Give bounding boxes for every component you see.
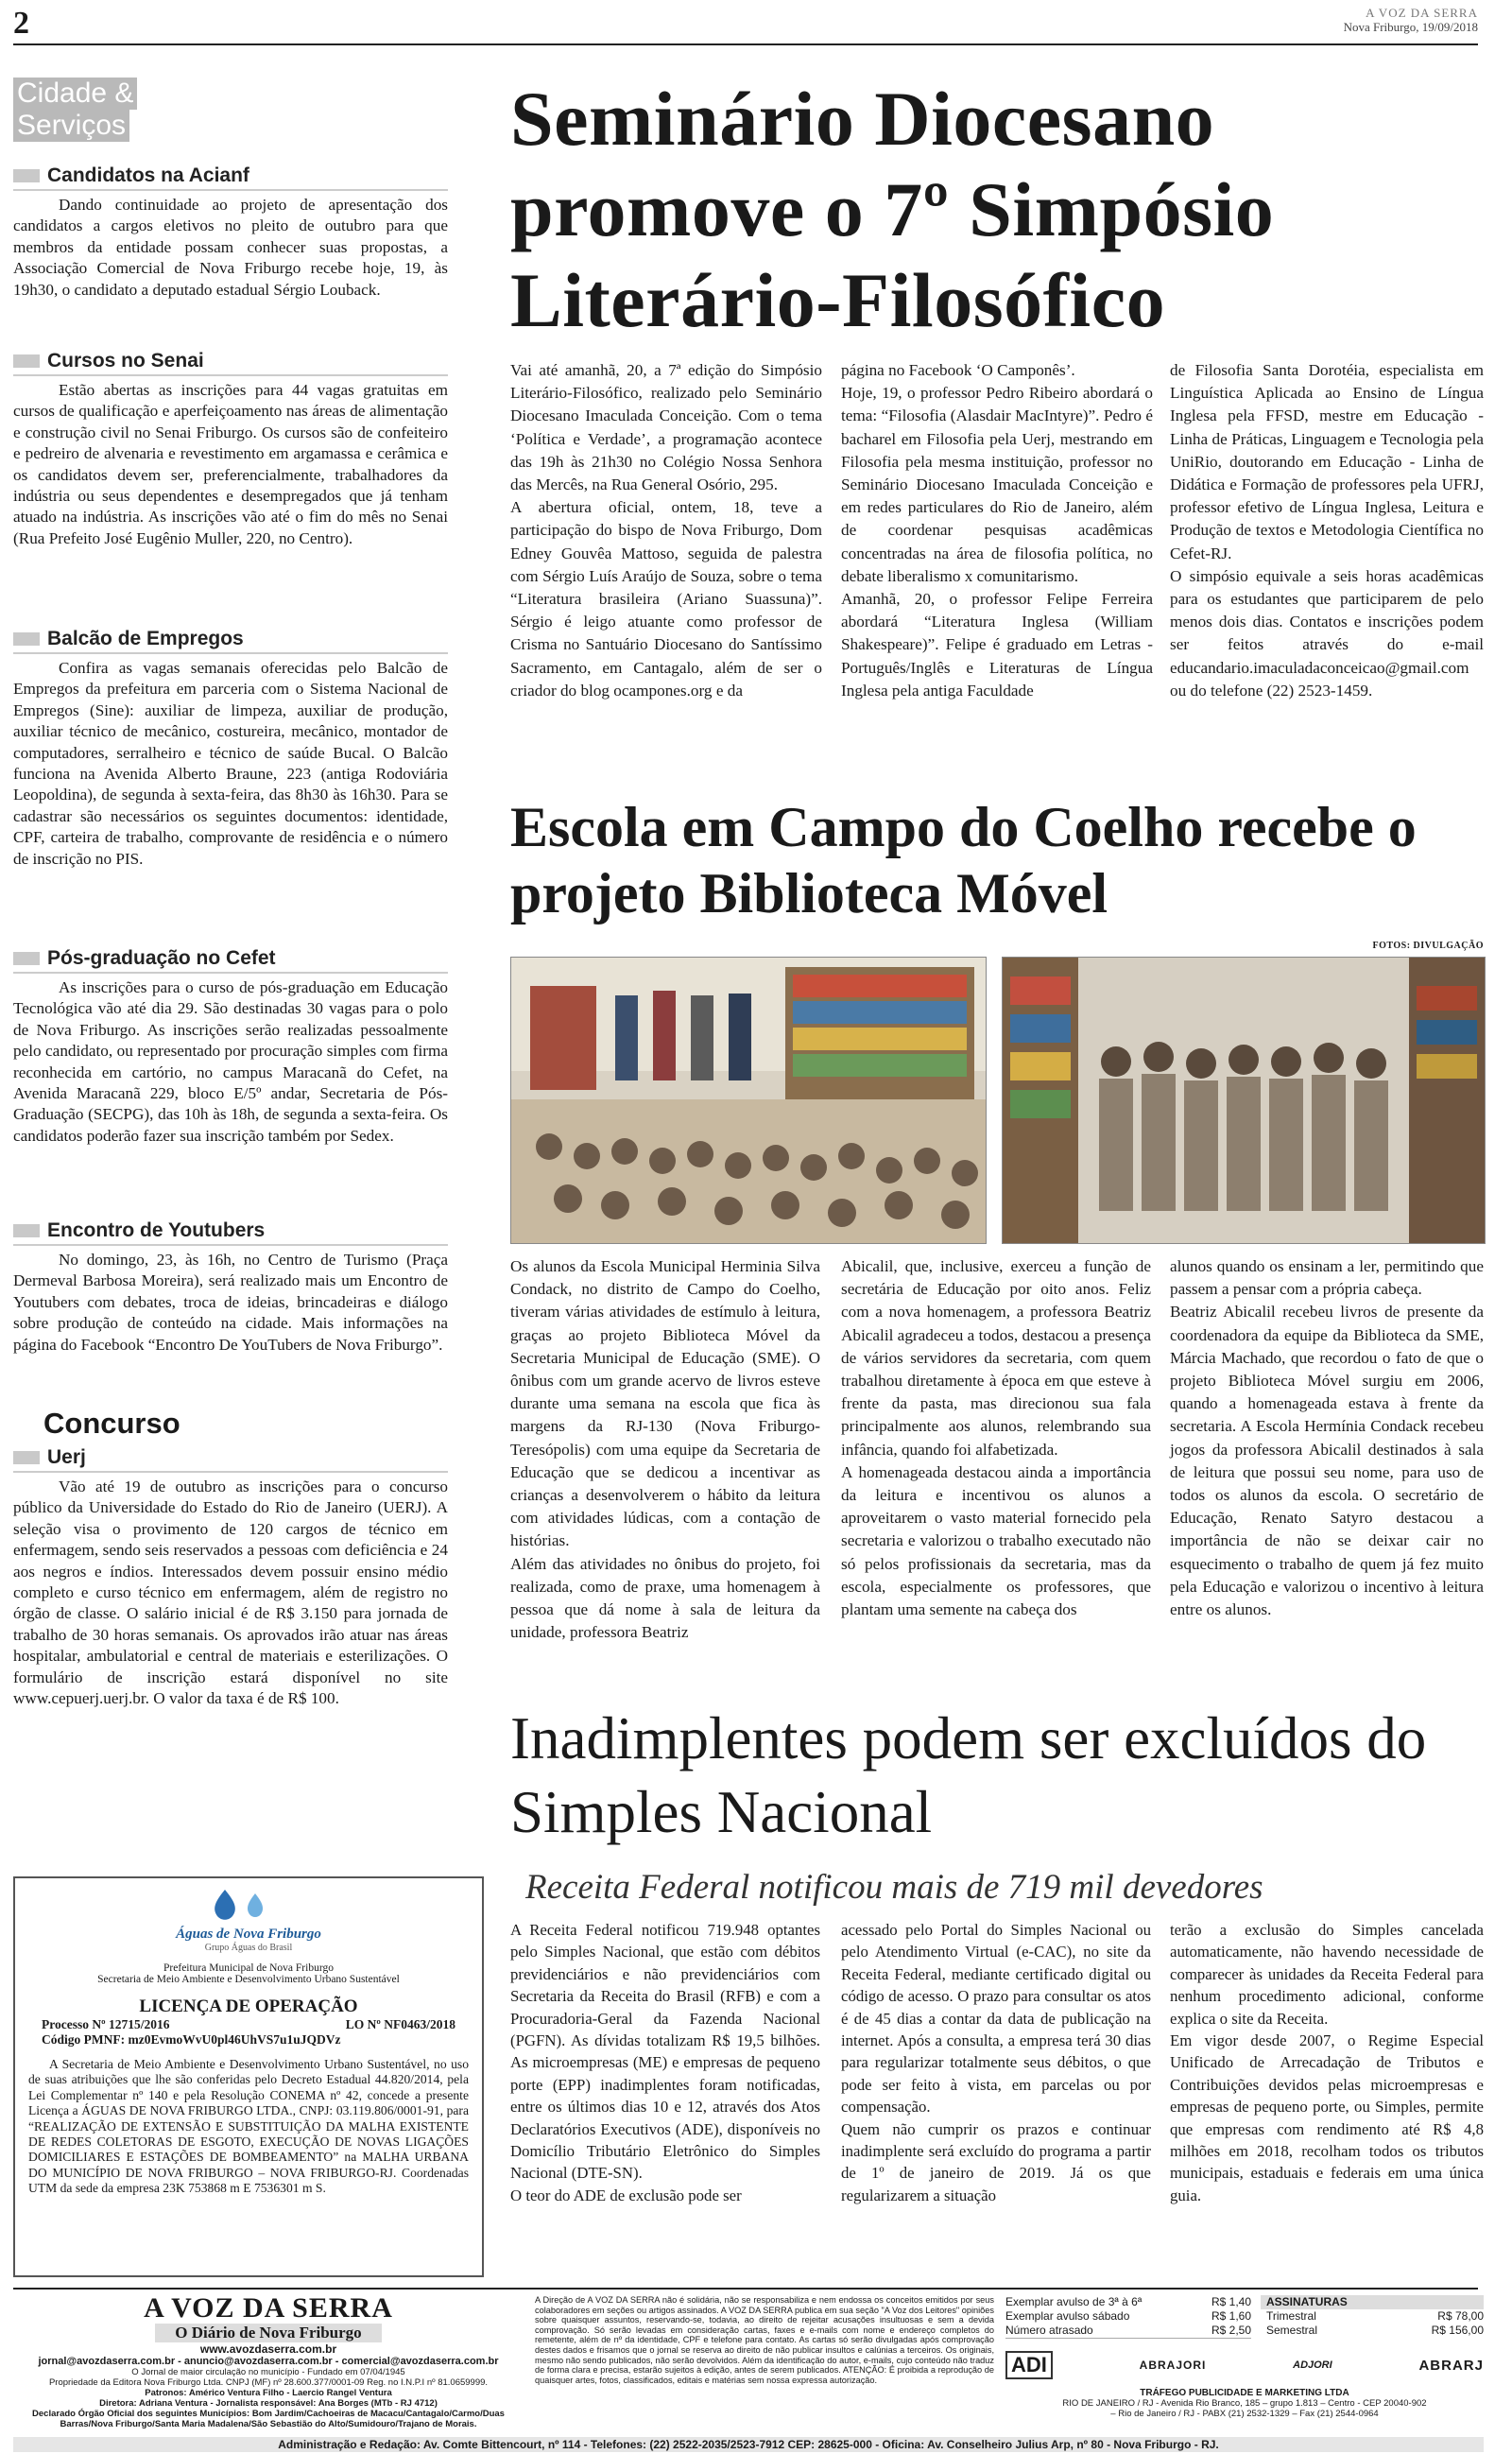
concurso-title: Concurso — [43, 1407, 180, 1440]
page-number: 2 — [13, 6, 29, 41]
divider — [13, 189, 448, 191]
brief-title: Cursos no Senai — [13, 350, 448, 372]
footer-founded: O Jornal de maior circulação no município - Fundado em 07/04/1945 — [131, 2367, 405, 2377]
footer-tagline: O Diário de Nova Friburgo — [155, 2324, 382, 2342]
photo-teachers-group — [1002, 957, 1486, 1244]
footer-emails[interactable]: jornal@avozdaserra.com.br - anuncio@avozdaserra.com.br - comercial@avozdaserra.com.br — [38, 2356, 499, 2367]
divider — [13, 972, 448, 974]
article1-column-2: página no Facebook ‘O Camponês’. Hoje, 19, o professor Pedro Ribeiro abordará o tema: “Filosofia (Alasdair MacIntyre)”. Pedro é bacharel em Filosofia pela Uerj, mestrando em Filosofia pela mesma instituição, professor no Seminário Diocesano Imaculada Conceição e em redes particulares do Rio de Janeiro, além de coordenar pesquisas acadêmicas concentradas na área de filosofia política, no debate liberalismo x comunitarismo. Amanhã, 20, o professor Felipe Ferreira abordará “Literatura Inglesa (William Shakespeare)”. Felipe é graduado em Letras - Português/Inglês e Literaturas de Língua Inglesa pela antiga Faculdade — [841, 361, 1153, 700]
brief-title: Encontro de Youtubers — [13, 1219, 448, 1242]
bullet-square-icon — [13, 1224, 40, 1237]
brief-body: Confira as vagas semanais oferecidas pelo Balcão de Empregos da prefeitura em parceria com o Sistema Nacional de Empregos (Sine): auxiliar de limpeza, auxiliar de produção, auxiliar técnico de mecânico, costureira, mecânico, montador de computadores, serralheiro e técnico de saúde Bucal. O Balcão funciona na Avenida Alberto Braune, 223 (antiga Rodoviária Leopoldina), de segunda à sexta-feira, das 8h30 às 16h30. Para se cadastrar são necessários os seguintes documentos: identidade, CPF, carteira de trabalho, comprovante de residência e o número de inscrição no PIS. — [13, 659, 448, 868]
bullet-square-icon — [13, 354, 40, 368]
ad-body: A Secretaria de Meio Ambiente e Desenvolvimento Urbano Sustentável, no uso de suas atribuições que lhe são conferidas pelo Decreto Estadual 44.820/2014, pela Lei Complementar nº 140 e pela Resolução CONEMA nº 42, concede a presente Licença a ÁGUAS DE NOVA FRIBURGO LTDA., CNPJ: 03.119.806/0001-91, para “REALIZAÇÃO DE EXTENSÃO E SUBSTITUIÇÃO DA MALHA EXISTENTE DE REDES COLETORAS DE ESGOTO, EXECUÇÃO DE NOVAS LIGAÇÕES DOMICILIARES E ESTAÇÕES DE BOMBEAMENTO” na MALHA URBANA DO MUNICÍPIO DE NOVA FRIBURGO – NOVA FRIBURGO-RJ. Coordenadas UTM da sede da empresa 23K 753868 m E 7536301 m S. — [28, 2057, 469, 2196]
bullet-square-icon — [13, 1451, 40, 1464]
ad-brand-sub: Grupo Águas do Brasil — [204, 1943, 293, 1953]
headline-biblioteca: Escola em Campo do Coelho recebe o projeto Biblioteca Móvel — [510, 796, 1417, 925]
article1-column-1: Vai até amanhã, 20, a 7ª edição do Simpósio Literário-Filosófico, realizado pelo Seminário Diocesano Imaculada Conceição. Com o tema ‘Política e Verdade’, a programação acontece das 19h às 21h30 no Colégio Nossa Senhora das Mercês, na Rua General Osório, 295. A abertura oficial, ontem, 18, teve a participação do bispo de Nova Friburgo, Dom Edney Gouvêa Mattoso, seguida de palestra com Sérgio Luís Araújo de Souza, sobre o tema “Literatura brasileira (Ariano Suassuna)”. Sérgio é leigo atuante como professor de Crisma no Santuário Diocesano do Santíssimo Sacramento, em Cantagalo, além de ser o criador do blog ocampones.org e da — [510, 361, 822, 700]
footer-patrons: Patronos: Américo Ventura Filho - Laercio Rangel Ventura — [145, 2388, 392, 2398]
footer-marketing-name: TRÁFEGO PUBLICIDADE E MARKETING LTDA — [1140, 2388, 1349, 2398]
section-title-line1: Cidade & — [13, 78, 137, 110]
edition-date: Nova Friburgo, 19/09/2018 — [1343, 20, 1478, 34]
legal-notice-ad — [13, 1876, 484, 2277]
photo-credit: FOTOS: DIVULGAÇÃO — [1372, 941, 1484, 951]
bullet-square-icon — [13, 952, 40, 965]
article3-column-2: acessado pelo Portal do Simples Nacional ou pelo Atendimento Virtual (e-CAC), no site da Receita Federal, mediante certificado digital ou código de acesso. O prazo para consultar os atos é de 45 dias a contar da data de publicação na internet. Após a consulta, a empresa terá 30 dias para regularizar totalmente seus débitos, o que pode ser feito à vista, em parcelas ou por compensação. Quem não cumprir os prazos e continuar inadimplente será excluído do programa a partir de 1º de janeiro de 2019. Já os que regularizarem a situação — [841, 1921, 1151, 2204]
ad-logo — [15, 1888, 482, 1953]
abrarj-logo: ABRARJ — [1418, 2357, 1484, 2374]
brief-cefet — [13, 947, 448, 1147]
footer-site[interactable]: www.avozdaserra.com.br — [199, 2342, 337, 2356]
brief-title: Pós-graduação no Cefet — [13, 947, 448, 970]
brief-body: No domingo, 23, às 16h, no Centro de Turismo (Praça Dermeval Barbosa Moreira), será realizado mais um Encontro de Youtubers com debates, troca de ideias, brincadeiras e diálogo sobre produção de conteúdo na cidade. Mais informações na página do Facebook “Encontro De YouTubers de Nova Friburgo”. — [13, 1251, 448, 1354]
brief-title: Candidatos na Acianf — [13, 164, 448, 187]
brief-acianf — [13, 164, 448, 301]
brief-body: Dando continuidade ao projeto de apresentação dos candidatos a cargos eletivos no pleito de outubro para que membros da entidade possam conhecer suas propostas, a Associação Comercial de Nova Friburgo recebe hoje, 19, às 19h30, o candidato a deputado estadual Sérgio Louback. — [13, 196, 448, 299]
divider — [13, 374, 448, 376]
ad-brand: Águas de Nova Friburgo — [176, 1927, 321, 1942]
ad-process-row: Processo Nº 12715/2016 LO Nº NF0463/2018 — [42, 2017, 455, 2031]
brief-body: Vão até 19 de outubro as inscrições para o concurso público da Universidade do Estado do Rio de Janeiro (UERJ). A seleção visa o provimento de 120 cargos de técnico em enfermagem, sendo seis reservados a pessoas com deficiência e 24 aos negros e índios. Interessados devem possuir ensino médio completo e curso técnico em enfermagem, além de registro no órgão de classe. O salário inicial é de R$ 3.150 para jornada de trabalho de 30 horas semanais. Os aprovados irão atuar nas áreas hospitalar, ambulatorial e central de materiais e esterilizações. O formulário de inscrição estará disponível no site www.cepuerj.uerj.br. O valor da taxa é de R$ 100. — [13, 1478, 448, 1708]
article2-column-1: Os alunos da Escola Municipal Herminia Silva Condack, no distrito de Campo do Coelho, tiveram várias atividades de estímulo à leitura, graças ao projeto Biblioteca Móvel da Secretaria Municipal de Educação (SME). O ônibus com um grande acervo de livros esteve durante uma semana na escola que fica às margens da RJ-130 (Nova Friburgo-Teresópolis) com uma equipe da Secretaria de Educação que se dedicou a incentivar as crianças a desenvolverem o hábito da leitura com atividades lúdicas, com a contação de histórias. Além das atividades no ônibus do projeto, foi realizada, como de praxe, uma homenagem à pessoa que dá nome à sala de leitura da unidade, professora Beatriz — [510, 1257, 820, 1642]
headline-simples: Inadimplentes podem ser excluídos do Simples Nacional — [510, 1705, 1427, 1845]
association-logos — [1005, 2346, 1484, 2384]
ad-title: LICENÇA DE OPERAÇÃO — [139, 1996, 358, 2016]
brief-senai — [13, 350, 448, 549]
subscription-prices: ASSINATURAS Trimestral R$ 78,00 Semestral R$ 156,00 — [1261, 2295, 1484, 2339]
footer-rule — [13, 2288, 1478, 2290]
footer-directors: Diretora: Adriana Ventura - Jornalista responsável: Ana Borges (MTb - RJ 4712) — [99, 2398, 438, 2409]
article3-column-3: terão a exclusão do Simples cancelada automaticamente, não havendo necessidade de comparecer às unidades da Receita Federal para nenhum procedimento adicional, conforme explica o site da Receita. Em vigor desde 2007, o Regime Especial Unificado de Arrecadação de Tributos e Contribuições devidos pelas microempresas e empresas de pequeno porte, ou Simples, permite que empresas com rendimento até R$ 4,8 milhões em 2018, recolham todos os tributos municipais, estaduais e federais em uma única guia. — [1170, 1921, 1484, 2204]
footer-paper-name: A VOZ DA SERRA — [144, 2292, 393, 2324]
masthead-title: A VOZ DA SERRA — [1366, 6, 1478, 20]
ad-org: Prefeitura Municipal de Nova Friburgo Secretaria de Meio Ambiente e Desenvolvimento Urbano Sustentável — [97, 1962, 400, 1985]
photo-storytelling — [510, 957, 987, 1244]
adjori-logo: ADJORI — [1293, 2359, 1332, 2371]
ad-code: Código PMNF: mz0EvmoWvU0pl46UhVS7u1uJQDVz — [42, 2032, 341, 2047]
brief-title: Uerj — [13, 1446, 448, 1469]
brief-youtubers — [13, 1219, 448, 1356]
footer-colophon — [13, 2293, 524, 2429]
bullet-square-icon — [13, 632, 40, 646]
footer-disclaimer: A Direção de A VOZ DA SERRA não é solidária, não se responsabiliza e nem endossa os conceitos emitidos por seus colaboradores em seções ou artigos assinados. A VOZ DA SERRA publica em sua seção "A Voz dos Leitores" opiniões sobre quaisquer assuntos, reservando-se, todavia, ao direito de rejeitar acusações insultuosas e sem a devida comprovação. Só serão levadas em consideração cartas, faxes e e-mails com nome e endereço completos do remetente, além de nº da identidade, CPF e telefone para contato. As cartas só serão divulgadas após comprovação destes dados e frisamos que o jornal se reserva ao direito de não publicar insultos e calúnias a terceiros. Os originais, mesmo não sendo publicados, não serão devolvidos. Além da identificação do autor, e-mails, cujo conteúdo não traduz de forma clara e precisa, estarão sujeitos à edição, antes de serem publicados. ATENÇÃO: É proibida a reprodução de quaisquer artes, fotos, classificados, editais e matérias sem nossa expressa autorização. — [535, 2295, 994, 2385]
masthead — [1344, 6, 1478, 34]
divider — [13, 1471, 448, 1473]
water-drop-icon — [206, 1888, 291, 1922]
single-copy-prices: Exemplar avulso de 3ª à 6ª R$ 1,40 Exemplar avulso sábado R$ 1,60 Número atrasado R$ 2,50 — [1005, 2295, 1251, 2337]
brief-body: As inscrições para o curso de pós-graduação em Educação Tecnológica vão até dia 29. São destinadas 30 vagas para o polo de Nova Friburgo. As inscrições serão realizadas pessoalmente pelo candidato, ou representado por procuração simples com firma reconhecida em cartório, no campus Maracanã do Cefet, na Avenida Maracanã 229, bloco E/5º andar, Secretaria de Pós-Graduação (SECPG), das 10h às 18h, de segunda a sexta-feira. Os candidatos poderão fazer sua inscrição também por Sedex. — [13, 978, 448, 1145]
divider — [13, 652, 448, 654]
article2-column-2: Abicalil, que, inclusive, exerceu a função de secretária de Educação por oito anos. Feliz com a nova homenagem, a professora Beatriz Abicalil agradeceu a todos, destacou a presença de vários servidores da secretaria, com quem trabalhou diretamente à época em que esteve à frente da pasta, mas direcionou sua fala principalmente aos alunos, relembrando sua infância, quando foi alfabetizada. A homenageada destacou ainda a importância da leitura e incentivou os alunos a aproveitarem o vasto material fornecido pela secretaria e valorizou o trabalho executado não só pelos profissionais da secretaria, mas da escola, especialmente os professores, que plantam uma semente na cabeça dos — [841, 1257, 1151, 1619]
article1-column-3: de Filosofia Santa Dorotéia, especialista em Linguística Aplicada ao Ensino de Língua Inglesa pela FFSD, mestre em Educação - Linha de Práticas, Linguagem e Tecnologia pela UniRio, doutorando em Educação - Linha de Didática e Formação de professores pela UFRJ, professor efetivo de Língua Inglesa, Leitura e Produção de textos e Metodologia Científica no Cefet-RJ. O simpósio equivale a seis horas acadêmicas para os estudantes que participarem de pelo menos dois dias. Contatos e inscrições podem ser feitos através do e-mail educandario.imaculadaconceicao@gmail.com ou do telefone (22) 2523-1459. — [1170, 361, 1484, 700]
headline-seminario: Seminário Diocesano promove o 7º Simpósio Literário-Filosófico — [510, 76, 1275, 343]
concurso-section — [13, 1407, 448, 1709]
bullet-square-icon — [13, 169, 40, 182]
adi-logo: ADI — [1005, 2351, 1053, 2379]
footer-marketing-phone: – Rio de Janeiro / RJ - PABX (21) 2532-1329 – Fax (21) 2544-0964 — [1110, 2409, 1379, 2419]
footer-owner: Propriedade da Editora Nova Friburgo Ltda. CNPJ (MF) nº 28.600.377/0001-09 Reg. no I.N.P.I nº 81.0659999. — [48, 2377, 489, 2388]
article2-column-3: alunos quando os ensinam a ler, permitindo que passem a pensar com a própria cabeça. Beatriz Abicalil recebeu livros de presente da coordenadora da equipe da Biblioteca da SME, Márcia Machado, que recordou o fato de que o projeto Biblioteca Móvel surgiu em 2006, quando a homenageada estava à frente da secretaria. A Escola Hermínia Condack recebeu jogos da professora Abicalil destinados à sala de leitura que possui seu nome, para uso de todos os alunos da escola. O secretário de Educação, Renato Satyro destacou a importância de não se deixar cair no esquecimento o trabalho de quem já fez muito pela Educação e valorizou o incentivo à leitura entre os alunos. — [1170, 1257, 1484, 1619]
abrajori-logo: ABRAJORI — [1139, 2359, 1207, 2372]
footer-marketing-addr: RIO DE JANEIRO / RJ - Avenida Rio Branco, 185 – grupo 1.813 – Centro - CEP 20040-902 — [1062, 2398, 1427, 2409]
footer-address: Administração e Redação: Av. Comte Bittencourt, nº 114 - Telefones: (22) 2522-2035/2523-7912 CEP: 28625-000 - Oficina: Av. Conselheiro Julius Arp, nº 80 - Nova Friburgo - RJ. — [13, 2437, 1484, 2452]
brief-title: Balcão de Empregos — [13, 628, 448, 650]
brief-body: Estão abertas as inscrições para 44 vagas gratuitas em cursos de qualificação e aperfeiçoamento nas áreas de alimentação e construção civil no Senai Friburgo. Os cursos são de confeiteiro e pedreiro de alvenaria e revestimento em argamassa e cerâmica e os candidatos devem ser, preferencialmente, trabalhadores da indústria ou seus dependentes e desempregados que já tenham atuado na indústria. As inscrições vão até o fim do mês no Senai (Rua Prefeito José Eugênio Muller, 220, no Centro). — [13, 381, 448, 547]
divider — [13, 1244, 448, 1246]
footer-organ: Declarado Órgão Oficial dos seguintes Municípios: Bom Jardim/Cachoeiras de Macacu/Cantagalo/Carmo/Duas Barras/Nova Friburgo/Santa Maria Madalena/São Sebastião do Alto/Sumidouro/Trajano de Morais. — [32, 2409, 505, 2429]
article3-column-1: A Receita Federal notificou 719.948 optantes pelo Simples Nacional, que estão com débitos previdenciários e não previdenciários com Secretaria da Receita do Brasil (RFB) e com a Procuradoria-Geral da Fazenda Nacional (PGFN). As dívidas totalizam R$ 19,5 bilhões. As microempresas (ME) e empresas de pequeno porte (EPP) inadimplentes foram notificadas, entre os últimos dias 10 e 12, através dos Atos Declaratórios Executivos (ADE), disponíveis no Domicílio Tributário Eletrônico do Simples Nacional (DTE-SN). O teor do ADE de exclusão pode ser — [510, 1921, 820, 2204]
section-title-line2: Serviços — [13, 110, 129, 142]
footer-prices — [1005, 2295, 1484, 2419]
brief-balcao — [13, 628, 448, 870]
section-title — [13, 78, 134, 142]
subhead-simples: Receita Federal notificou mais de 719 mil devedores — [525, 1868, 1263, 1907]
header-rule — [13, 43, 1478, 45]
